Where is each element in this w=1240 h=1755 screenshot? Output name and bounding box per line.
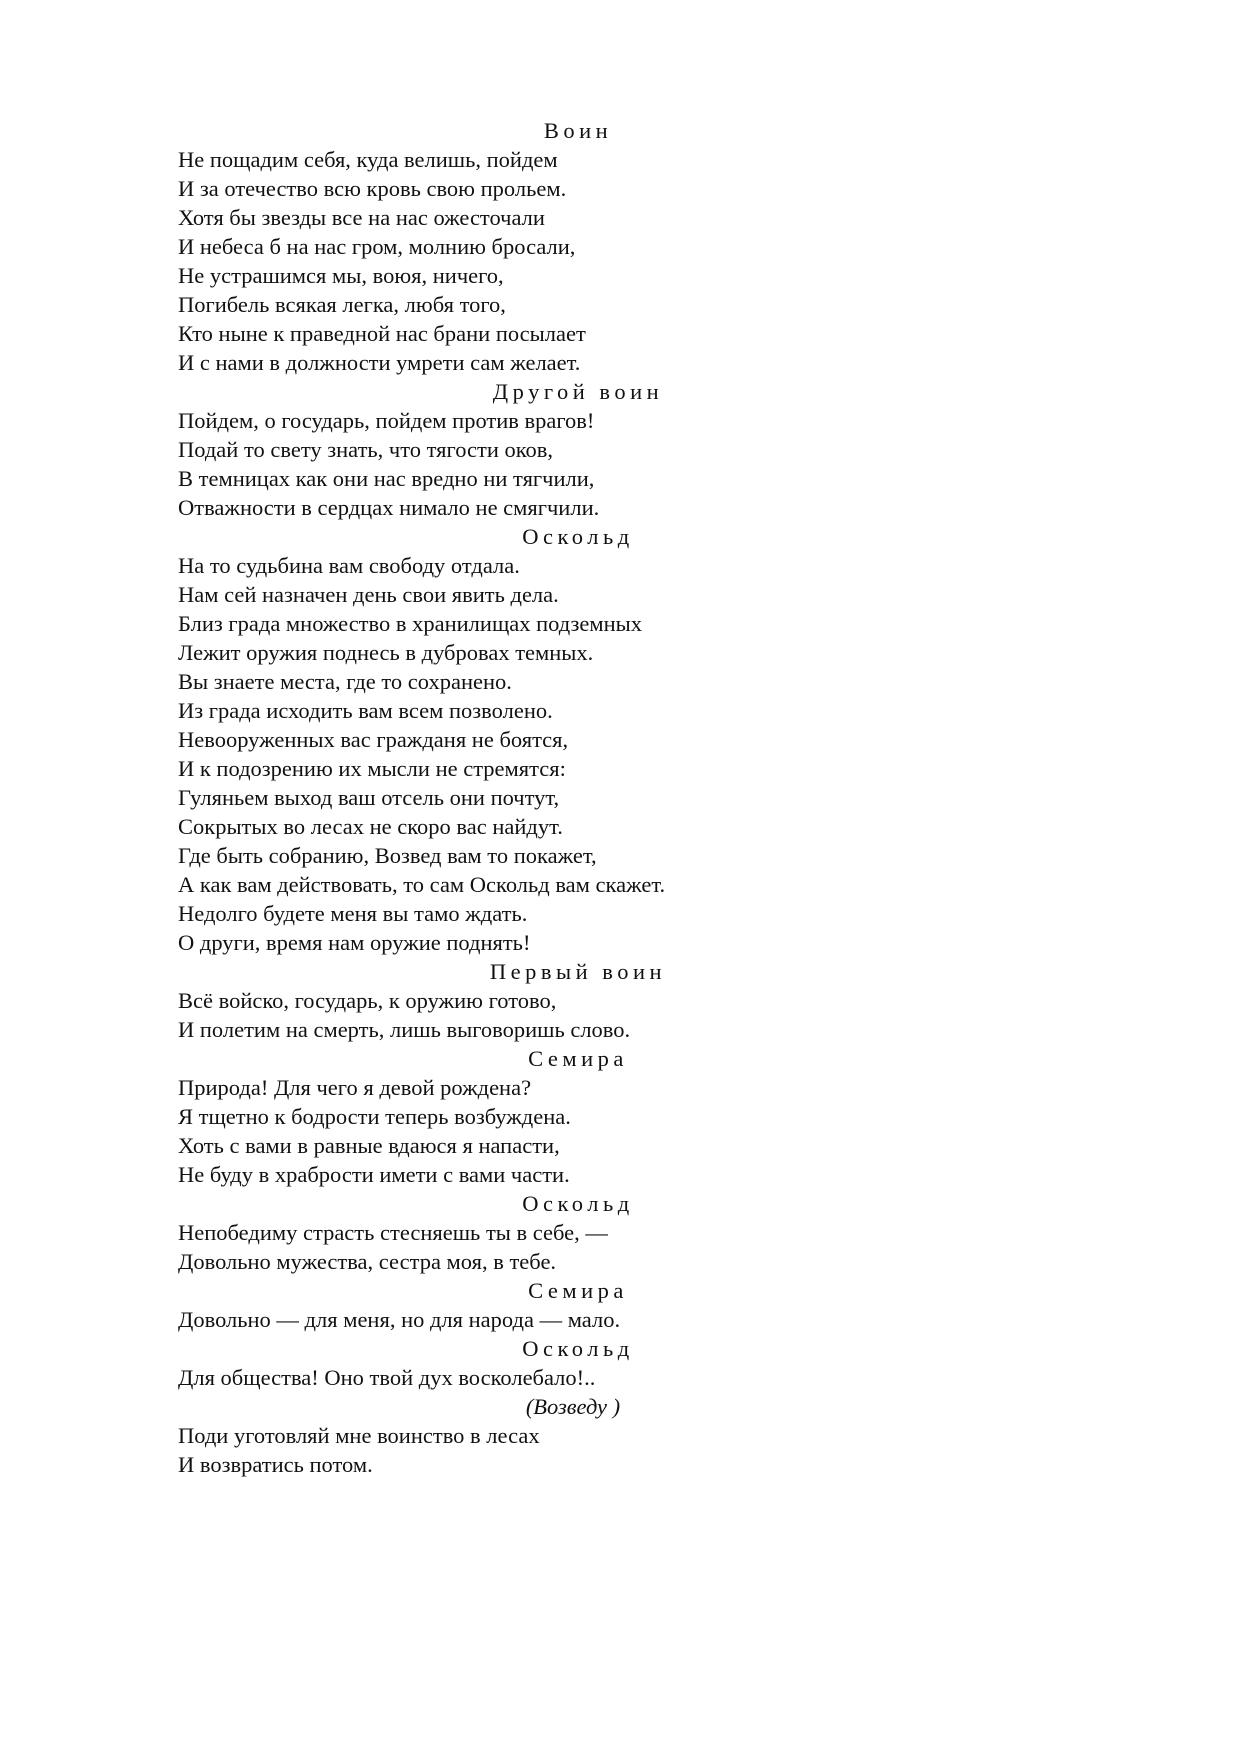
verse-line: Поди уготовляй мне воинство в лесах [178,1423,540,1448]
verse-line: Кто ныне к праведной нас брани посылает [178,321,586,346]
verse-line: И с нами в должности умрети сам желает. [178,350,581,375]
verse-line: Подай то свету знать, что тягости оков, [178,437,554,462]
verse-line: О други, время нам оружие поднять! [178,930,531,955]
verse-line: И небеса б на нас гром, молнию бросали, [178,234,576,259]
verse-line: Из града исходить вам всем позволено. [178,698,553,723]
verse-line: Вы знаете места, где то сохранено. [178,669,512,694]
verse-line: Недолго будете меня вы тамо ждать. [178,901,528,926]
verse-line: И возвратись потом. [178,1452,373,1477]
speaker-name: Семира [528,1046,628,1071]
verse-line: Довольно мужества, сестра моя, в тебе. [178,1249,557,1274]
verse-line: Непобедиму страсть стесняешь ты в себе, — [178,1220,608,1245]
verse-line: В темницах как они нас вредно ни тягчили, [178,466,595,491]
speaker-name: Оскольд [522,524,634,549]
verse-line: Природа! Для чего я девой рождена? [178,1075,532,1100]
play-text [178,116,778,1479]
verse-line: Где быть собранию, Возвед вам то покажет, [178,843,597,868]
speaker-name: Другой воин [492,379,664,404]
verse-line: Пойдем, о государь, пойдем против врагов! [178,408,595,433]
verse-line: Хоть с вами в равные вдаюся я напасти, [178,1133,560,1158]
verse-line: Отважности в сердцах нимало не смягчили. [178,495,600,520]
verse-line: Лежит оружия поднесь в дубровах темных. [178,640,594,665]
verse-line: На то судьбина вам свободу отдала. [178,553,520,578]
verse-line: И за отечество всю кровь свою прольем. [178,176,567,201]
verse-line: Я тщетно к бодрости теперь возбуждена. [178,1104,571,1129]
verse-line: Всё войско, государь, к оружию готово, [178,988,557,1013]
verse-line: Нам сей назначен день свои явить дела. [178,582,559,607]
verse-line: Не буду в храбрости имети с вами части. [178,1162,570,1187]
verse-line: Довольно — для меня, но для народа — мало. [178,1307,621,1332]
verse-line: Погибель всякая легка, любя того, [178,292,506,317]
verse-line: Сокрытых во лесах не скоро вас найдут. [178,814,563,839]
verse-line: Хотя бы звезды все на нас ожесточали [178,205,545,230]
verse-line: И к подозрению их мысли не стремятся: [178,756,566,781]
speaker-name: Семира [528,1278,628,1303]
stage-direction: (Возведу ) [525,1394,621,1419]
speaker-name: Первый воин [489,959,667,984]
speaker-name: Воин [543,118,613,143]
verse-line: Для общества! Оно твой дух восколебало!.. [178,1365,596,1390]
speaker-name: Оскольд [522,1191,634,1216]
verse-line: Невооруженных вас гражданя не боятся, [178,727,569,752]
verse-line: Не устрашимся мы, воюя, ничего, [178,263,504,288]
verse-line: И полетим на смерть, лишь выговоришь слово. [178,1017,631,1042]
verse-line: Гуляньем выход ваш отсель они почтут, [178,785,560,810]
speaker-name: Оскольд [522,1336,634,1361]
verse-line: Не пощадим себя, куда велишь, пойдем [178,147,558,172]
verse-line: Близ града множество в хранилищах подземных [178,611,643,636]
verse-line: А как вам действовать, то сам Оскольд вам скажет. [178,872,666,897]
